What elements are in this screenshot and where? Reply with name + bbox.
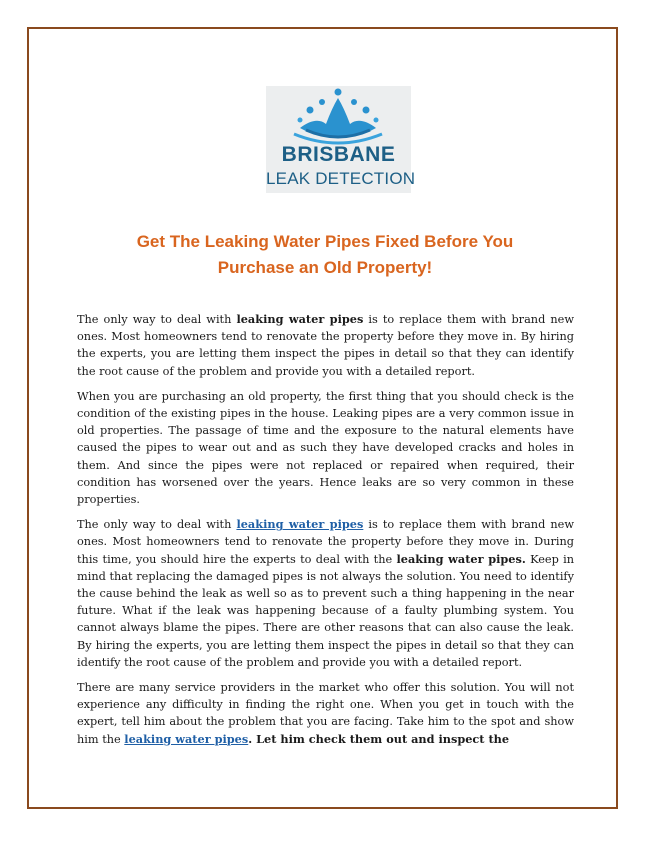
title-line-1: Get The Leaking Water Pipes Fixed Before You [136,232,514,251]
paragraph-4: There are many service providers in the market who offer this solution. You will not experience any difficulty in finding the right one. When you get in touch with the expert, tell him about the problem that you are facing. Take him to the spot and show him the leaking water pipes. Let him check them out and inspect the [77,681,574,746]
leaking-water-pipes-link[interactable]: leaking water pipes [124,731,249,746]
water-splash-icon [266,86,411,146]
logo-text-leak-detection: LEAK DETECTION [266,169,416,188]
bold-keyword: leaking water pipes [236,312,364,326]
bold-keyword: leaking water pipes. [396,551,526,566]
title-line-2: Purchase an Old Property! [217,258,433,277]
paragraph-2: When you are purchasing an old property, the first thing that you should check is the condition of the existing pipes in the house. Leaking pipes are a very common issue in old properties. The passage of time and the exposure to the natural elements have caused the pipes to wear out and as such they have developed cracks and holes in them. And since the pipes were not replaced or repaired when required, their condition has worsened over the years. Hence leaks are so very common in these properties. [77,389,574,507]
article-body [77,311,574,756]
paragraph-1: The only way to deal with leaking water pipes is to replace them with brand new ones. Most homeowners tend to renovate the property before they move in. By hiring the experts, you are letting them inspect the pipes in detail so that they can identify the root cause of the problem and provide you with a detailed report. [77,312,575,378]
page-title [70,229,580,281]
logo-text-brisbane: BRISBANE [281,143,396,166]
company-logo [266,86,416,193]
leaking-water-pipes-link[interactable]: leaking water pipes [236,517,364,532]
paragraph-3: The only way to deal with leaking water pipes is to replace them with brand new ones. Most homeowners tend to renovate the property before they move in. During this time, you should hire the experts to deal with the leaking water pipes. Keep in mind that replacing the damaged pipes is not always the solution. You need to identify the cause behind the leak as well so as to prevent such a thing happening in the near future. What if the leak was happening because of a faulty plumbing system. You cannot always blame the pipes. There are other reasons that can also cause the leak. By hiring the experts, you are letting them inspect the pipes in detail so that they can identify the root cause of the problem and provide you with a detailed report. [77,517,575,669]
